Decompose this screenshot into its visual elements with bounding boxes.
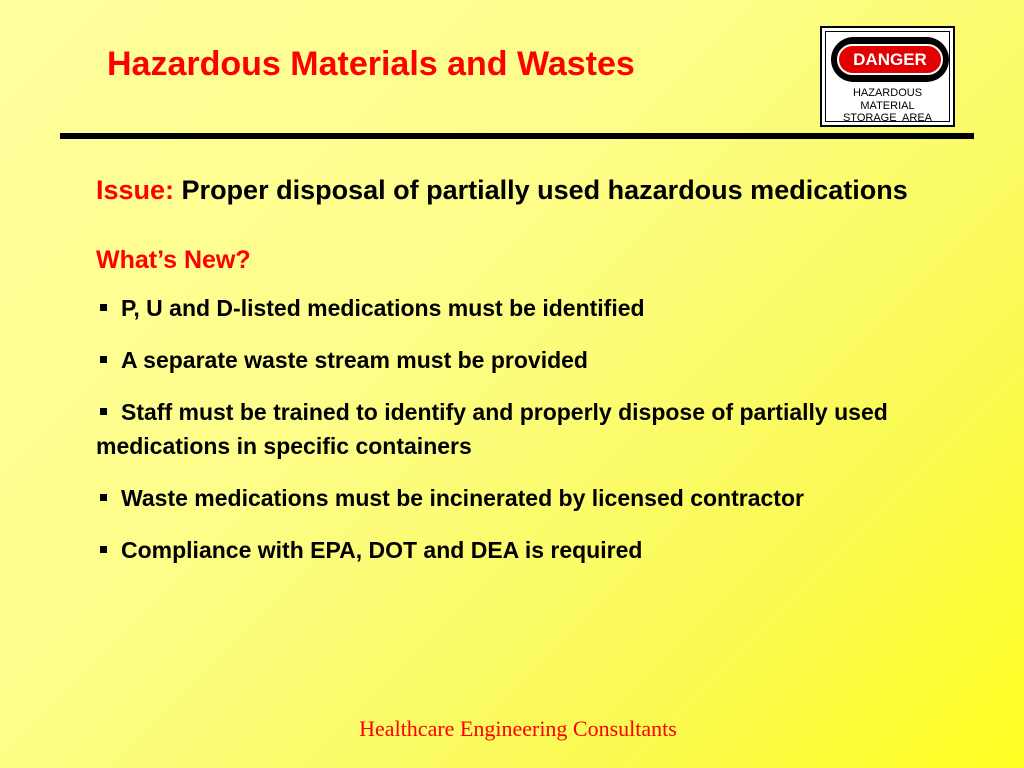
bullet-text: P, U and D-listed medications must be identified — [121, 295, 645, 321]
square-bullet-icon — [100, 546, 107, 553]
bullet-text: Staff must be trained to identify and properly dispose of partially used medications in specific containers — [96, 399, 888, 459]
danger-sign-border — [825, 31, 950, 122]
slide-footer: Healthcare Engineering Consultants — [359, 716, 677, 741]
bullet-text: A separate waste stream must be provided — [121, 347, 588, 373]
danger-sign-line: STORAGE AREA — [842, 112, 933, 124]
danger-sign — [820, 26, 955, 127]
square-bullet-icon — [100, 356, 107, 363]
slide-body — [96, 171, 946, 585]
square-bullet-icon — [100, 304, 107, 311]
danger-sign-line: HAZARDOUS — [852, 87, 923, 99]
list-item — [96, 291, 946, 325]
title-divider — [60, 133, 974, 139]
square-bullet-icon — [100, 494, 107, 501]
slide-title: Hazardous Materials and Wastes — [107, 45, 635, 83]
list-item — [96, 533, 946, 567]
list-item — [96, 395, 946, 463]
danger-oval — [831, 37, 949, 82]
danger-sign-text — [826, 87, 949, 125]
list-item — [96, 343, 946, 377]
square-bullet-icon — [100, 408, 107, 415]
list-item — [96, 481, 946, 515]
whats-new-heading: What’s New? — [96, 246, 251, 274]
issue-label: Issue: — [96, 175, 175, 205]
bullet-list — [96, 291, 946, 567]
danger-sign-line: MATERIAL — [860, 99, 915, 112]
danger-header: DANGER — [837, 44, 943, 75]
bullet-text: Waste medications must be incinerated by licensed contractor — [121, 485, 804, 511]
bullet-text: Compliance with EPA, DOT and DEA is required — [121, 537, 643, 563]
issue-statement — [96, 171, 946, 209]
issue-text: Proper disposal of partially used hazardous medications — [174, 175, 908, 205]
